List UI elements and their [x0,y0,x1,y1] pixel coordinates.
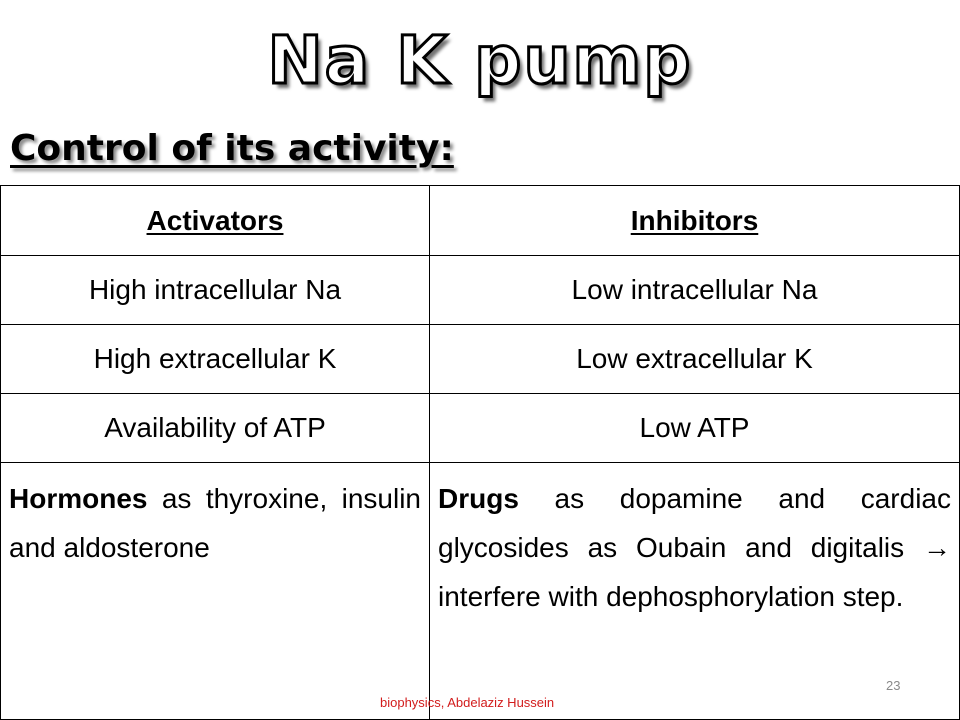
drugs-term: Drugs [438,483,519,514]
header-inhibitors: Inhibitors [430,186,960,256]
page-number: 23 [886,678,901,693]
inhibitor-cell: Low extracellular K [430,325,960,394]
inhibitor-drugs-cell [430,463,960,720]
inhibitor-cell: Low intracellular Na [430,256,960,325]
table-header-row [1,186,960,256]
control-table [0,185,960,720]
slide-subtitle: Control of its activity: [10,128,454,169]
table-row [1,394,960,463]
activator-cell: High intracellular Na [1,256,430,325]
footer-credit: biophysics, Abdelaziz Hussein [380,695,555,710]
activator-cell: High extracellular K [1,325,430,394]
inhibitor-cell: Low ATP [430,394,960,463]
activator-hormones-cell [1,463,430,720]
drugs-description: as dopamine and cardiac glycosides as Oubain and digitalis → interfere with dephosphorylation step. [438,483,951,612]
header-activators: Activators [1,186,430,256]
table-row [1,325,960,394]
table-row [1,463,960,720]
slide-title: Na K pump [267,22,693,99]
hormones-description: as thyroxine, insulin and aldosterone [9,483,421,563]
hormones-term: Hormones [9,483,148,514]
activator-cell: Availability of ATP [1,394,430,463]
table-row [1,256,960,325]
